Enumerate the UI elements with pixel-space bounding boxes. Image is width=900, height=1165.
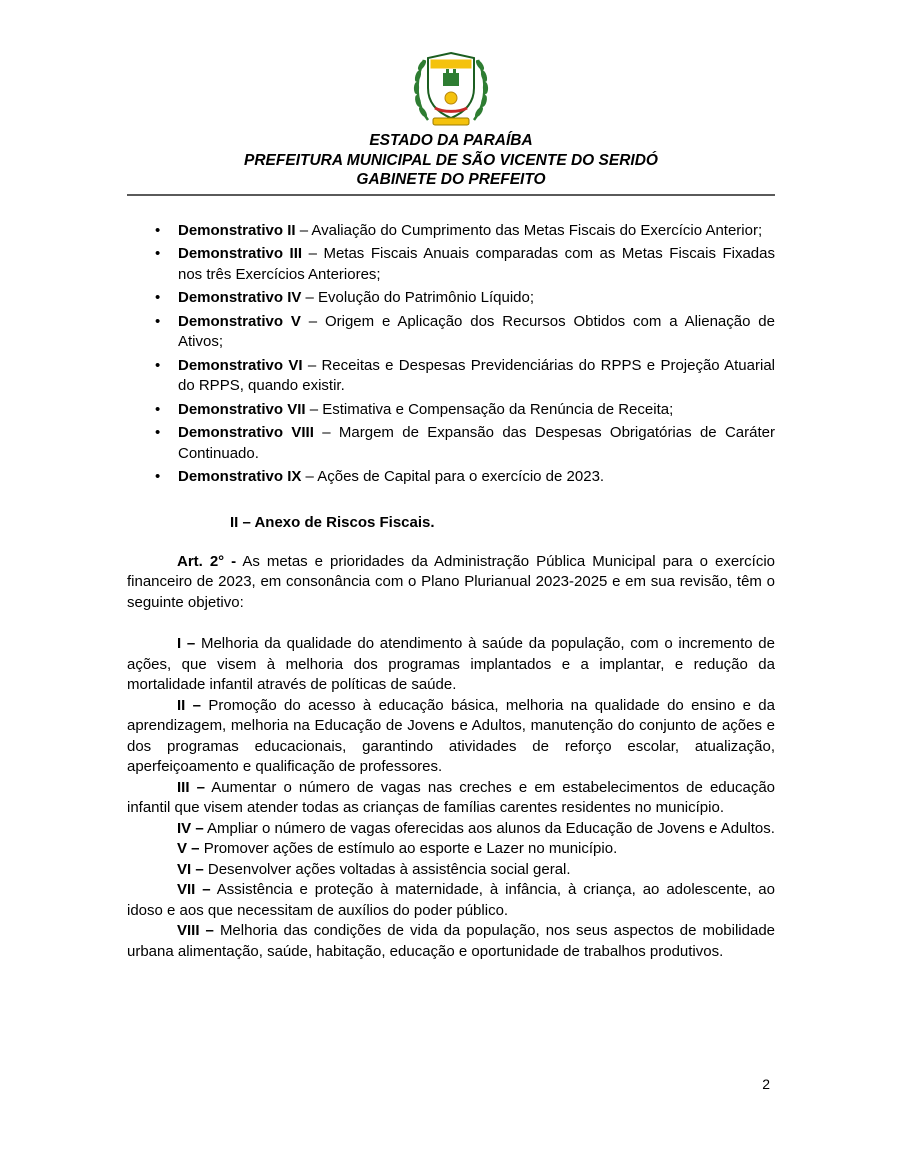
- letterhead-municipality: PREFEITURA MUNICIPAL DE SÃO VICENTE DO SERIDÓ: [244, 151, 658, 169]
- paragraph-text: Promover ações de estímulo ao esporte e Lazer no município.: [203, 840, 618, 857]
- list-item: [178, 400, 775, 421]
- list-item: [178, 356, 775, 397]
- item-label: Demonstrativo VII: [178, 400, 306, 418]
- crest-container: [127, 46, 775, 126]
- paragraph: [127, 634, 775, 696]
- list-item: [178, 288, 775, 309]
- letterhead-state: ESTADO DA PARAÍBA: [369, 132, 533, 149]
- item-text: – Evolução do Patrimônio Líquido;: [305, 289, 535, 306]
- item-text: – Ações de Capital para o exercício de 2023.: [305, 468, 605, 485]
- list-item: [178, 312, 775, 353]
- item-label: Demonstrativo III: [178, 245, 303, 262]
- paragraph-text: Ampliar o número de vagas oferecidas aos alunos da Educação de Jovens e Adultos.: [207, 819, 775, 837]
- paragraph: [127, 696, 775, 778]
- coat-of-arms-icon: [404, 46, 498, 126]
- item-text: – Receitas e Despesas Previdenciárias do RPPS e Projeção Atuarial do RPPS, quando existir.: [178, 356, 775, 394]
- item-label: Demonstrativo IV: [178, 289, 302, 306]
- paragraph-text: Aumentar o número de vagas nas creches e em estabelecimentos de educação infantil que visem atender todas as crianças de famílias carentes residentes no município.: [127, 778, 776, 816]
- paragraph-label: V –: [177, 840, 200, 857]
- paragraph-text: Melhoria das condições de vida da população, nos seus aspectos de mobilidade urbana alimentação, saúde, habitação, educação e oportunidade de trabalhos produtivos.: [127, 922, 775, 960]
- item-text: – Origem e Aplicação dos Recursos Obtidos com a Alienação de Ativos;: [178, 312, 775, 350]
- paragraph-label: IV –: [177, 819, 204, 837]
- letterhead-office: GABINETE DO PREFEITO: [356, 171, 546, 188]
- paragraph: [127, 921, 775, 962]
- paragraph: [127, 778, 775, 819]
- demonstrativo-list: [127, 221, 775, 488]
- item-text: – Margem de Expansão das Despesas Obrigatórias de Caráter Continuado.: [178, 424, 775, 462]
- letterhead: [127, 131, 775, 190]
- page-number: 2: [762, 1076, 770, 1092]
- paragraph-label: I –: [177, 635, 196, 652]
- header-divider: [127, 194, 775, 196]
- item-label: Demonstrativo V: [178, 312, 301, 330]
- paragraph-label: VII –: [177, 881, 211, 898]
- paragraph: [127, 819, 775, 840]
- paragraph-art2: [127, 552, 775, 614]
- item-text: – Estimativa e Compensação da Renúncia de Receita;: [309, 400, 674, 418]
- paragraph: [127, 860, 775, 881]
- list-item: [178, 221, 775, 242]
- item-text: – Metas Fiscais Anuais comparadas com as Metas Fiscais Fixadas nos três Exercícios Anteriores;: [178, 245, 775, 283]
- item-label: Demonstrativo IX: [178, 468, 302, 485]
- paragraph-text: Melhoria da qualidade do atendimento à saúde da população, com o incremento de ações, que visem à melhoria dos programas implantados e a implantar, e redução da mortalidade infantil através de políticas de saúde.: [127, 635, 775, 693]
- list-item: [178, 244, 775, 285]
- paragraph-text: Assistência e proteção à maternidade, à infância, à criança, ao adolescente, ao idoso e aos que necessitam de auxílios do poder público.: [127, 881, 775, 919]
- paragraph: [127, 880, 775, 921]
- list-item: [178, 467, 775, 488]
- paragraph-label: VIII –: [177, 922, 214, 939]
- paragraph-label: VI –: [177, 860, 204, 878]
- section-heading: II – Anexo de Riscos Fiscais.: [230, 513, 435, 531]
- item-label: Demonstrativo VI: [178, 356, 303, 374]
- paragraph: [127, 839, 775, 860]
- item-label: Demonstrativo VIII: [178, 424, 314, 441]
- list-item: [178, 423, 775, 464]
- paragraph-text: As metas e prioridades da Administração Pública Municipal para o exercício financeiro de 2023, em consonância com o Plano Plurianual 2023-2025 e em sua revisão, têm o seguinte objetivo:: [127, 552, 775, 611]
- paragraph-label: II –: [177, 696, 202, 714]
- paragraph-text: Desenvolver ações voltadas à assistência social geral.: [207, 860, 571, 878]
- paragraph-label: III –: [177, 778, 205, 796]
- paragraph-text: Promoção do acesso à educação básica, melhoria na qualidade do ensino e da aprendizagem, melhoria na Educação de Jovens e Adultos, manutenção do conjunto de ações e dos programas educacionais, garantindo atividades de reforço escolar, atualização, aperfeiçoamento e qualificação de professores.: [127, 696, 775, 775]
- paragraph-label: Art. 2° -: [177, 552, 237, 570]
- item-label: Demonstrativo II: [178, 221, 296, 239]
- item-text: – Avaliação do Cumprimento das Metas Fiscais do Exercício Anterior;: [299, 221, 763, 239]
